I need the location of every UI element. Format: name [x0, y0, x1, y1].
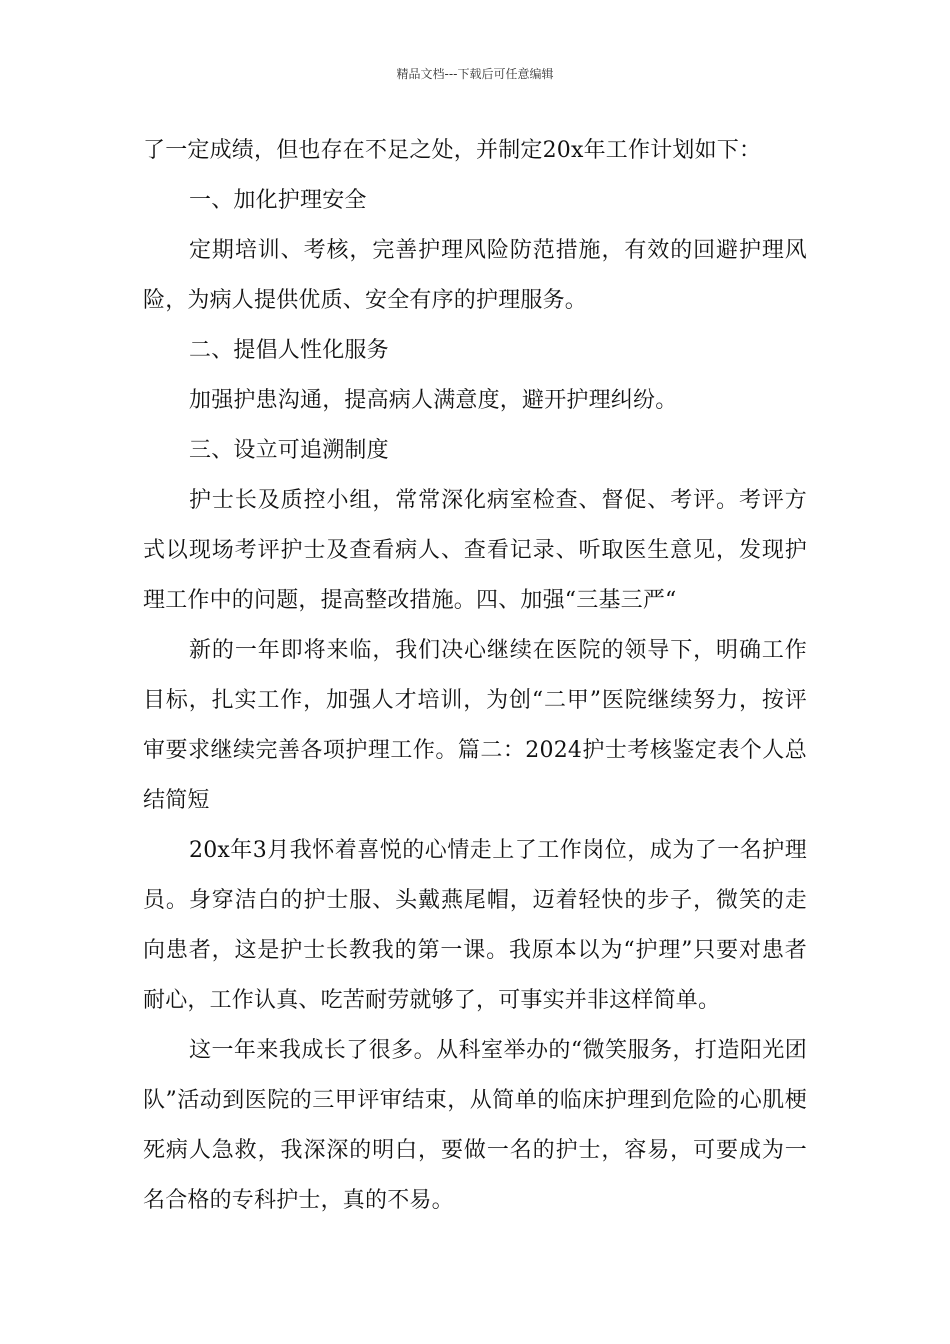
paragraph-first-job: 20x年3月我怀着喜悦的心情走上了工作岗位，成为了一名护理员。身穿洁白的护士服、头戴燕尾帽，迈着轻快的步子，微笑的走向患者，这是护士长教我的第一课。我原本以为“护理”只要对患者耐心，工作认真、吃苦耐劳就够了，可事实并非这样简单。	[143, 838, 807, 1013]
section-heading-traceability: 三、设立可追溯制度	[189, 438, 389, 463]
section-heading-service: 二、提倡人性化服务	[189, 338, 389, 363]
document-body	[143, 126, 807, 1226]
section-heading-safety: 一、加化护理安全	[189, 188, 367, 213]
page-header: 精品文档---下载后可任意编辑	[396, 67, 554, 81]
paragraph-new-year: 新的一年即将来临，我们决心继续在医院的领导下，明确工作目标，扎实工作，加强人才培训，为创“二甲”医院继续努力，按评审要求继续完善各项护理工作。篇二：2024护士考核鉴定表个人总结简短	[143, 638, 807, 813]
paragraph-safety: 定期培训、考核，完善护理风险防范措施，有效的回避护理风险，为病人提供优质、安全有序的护理服务。	[143, 238, 807, 313]
paragraph-growth: 这一年来我成长了很多。从科室举办的“微笑服务，打造阳光团队”活动到医院的三甲评审结束，从简单的临床护理到危险的心肌梗死病人急救，我深深的明白，要做一名的护士，容易，可要成为一名合格的专科护士，真的不易。	[143, 1038, 807, 1213]
paragraph-continuation: 了一定成绩，但也存在不足之处，并制定20x年工作计划如下：	[143, 138, 762, 163]
paragraph-traceability: 护士长及质控小组，常常深化病室检查、督促、考评。考评方式以现场考评护士及查看病人、查看记录、听取医生意见，发现护理工作中的问题，提高整改措施。四、加强“三基三严“	[143, 488, 807, 613]
paragraph-service: 加强护患沟通，提高病人满意度，避开护理纠纷。	[189, 388, 678, 413]
